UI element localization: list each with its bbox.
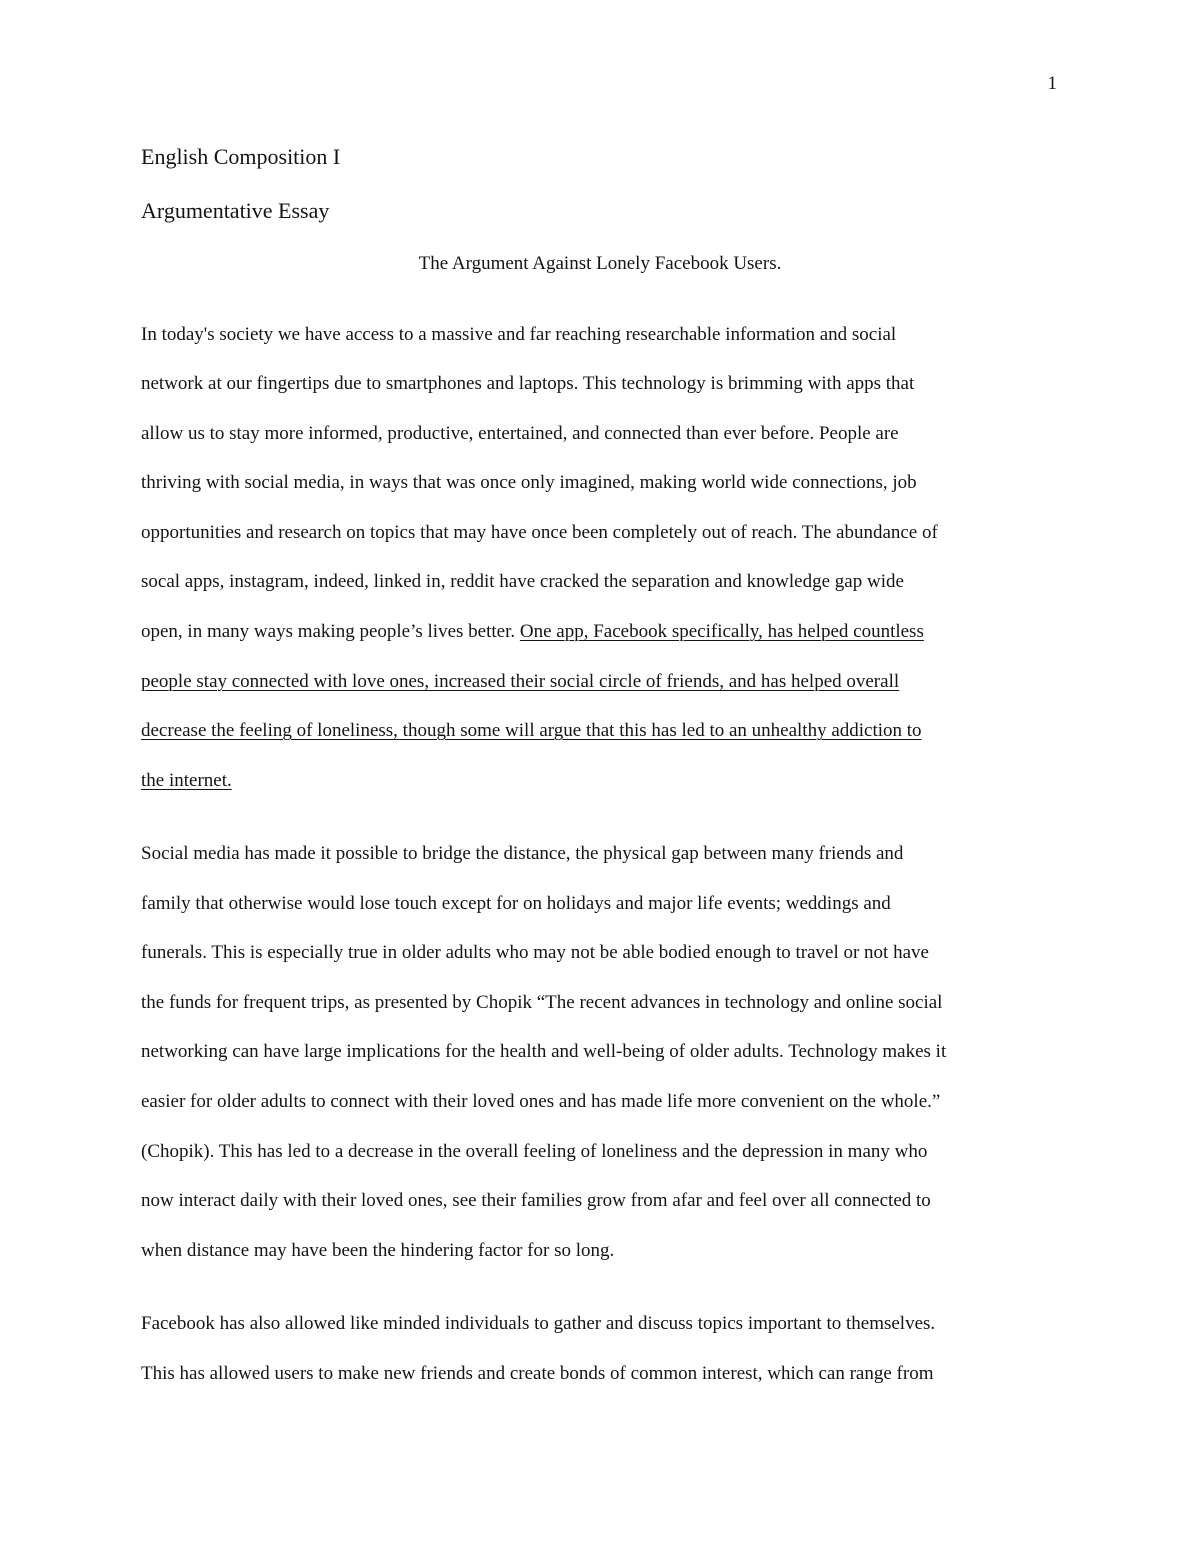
thesis-statement: people stay connected with love ones, increased their social circle of friends, and has helped overall: [141, 671, 900, 692]
paragraph-2-line: (Chopik). This has led to a decrease in the overall feeling of loneliness and the depression in many who: [141, 1141, 928, 1162]
course-name: English Composition I: [141, 144, 341, 169]
paragraph-1-line: allow us to stay more informed, productive, entertained, and connected than ever before. People are: [141, 423, 899, 444]
paragraph-2-line: easier for older adults to connect with their loved ones and has made life more convenient on the whole.”: [141, 1091, 941, 1112]
thesis-statement: decrease the feeling of loneliness, though some will argue that this has led to an unhealthy addiction to: [141, 720, 922, 741]
paragraph-2-line: Social media has made it possible to bridge the distance, the physical gap between many friends and: [141, 843, 904, 864]
paragraph-1-line: open, in many ways making people’s lives better. One app, Facebook specifically, has helped countless: [141, 621, 924, 642]
assignment-type: Argumentative Essay: [141, 198, 330, 223]
paragraph-2-line: now interact daily with their loved ones, see their families grow from afar and feel over all connected to: [141, 1190, 931, 1211]
paragraph-1-line: socal apps, instagram, indeed, linked in, reddit have cracked the separation and knowledge gap wide: [141, 571, 904, 592]
paragraph-3-line: Facebook has also allowed like minded individuals to gather and discuss topics important to themselves.: [141, 1313, 936, 1334]
paragraph-1-line: thriving with social media, in ways that was once only imagined, making world wide connections, job: [141, 472, 917, 493]
paragraph-1-line: [141, 719, 922, 743]
paragraph-1-line: [141, 769, 232, 793]
thesis-statement: One app, Facebook specifically, has helped countless: [519, 621, 924, 642]
paragraph-2-line: the funds for frequent trips, as presented by Chopik “The recent advances in technology and online social: [141, 992, 943, 1013]
paragraph-2-line: family that otherwise would lose touch except for on holidays and major life events; weddings and: [141, 893, 891, 914]
paragraph-2-line: networking can have large implications for the health and well-being of older adults. Technology makes it: [141, 1041, 947, 1062]
paragraph-1-line: network at our fingertips due to smartphones and laptops. This technology is brimming with apps that: [141, 373, 915, 394]
paragraph-1-line: opportunities and research on topics that may have once been completely out of reach. The abundance of: [141, 522, 938, 543]
paragraph-1-line: [141, 670, 899, 694]
paragraph-2-line: funerals. This is especially true in older adults who may not be able bodied enough to travel or not have: [141, 942, 929, 963]
page-number: 1: [1047, 73, 1057, 94]
paragraph-3-line: This has allowed users to make new friends and create bonds of common interest, which can range from: [141, 1363, 934, 1384]
paragraph-1-line: In today's society we have access to a massive and far reaching researchable information and social: [141, 324, 897, 345]
thesis-statement: the internet.: [141, 770, 232, 791]
paragraph-2-line: when distance may have been the hindering factor for so long.: [141, 1240, 615, 1261]
essay-title: The Argument Against Lonely Facebook Users.: [418, 253, 782, 274]
